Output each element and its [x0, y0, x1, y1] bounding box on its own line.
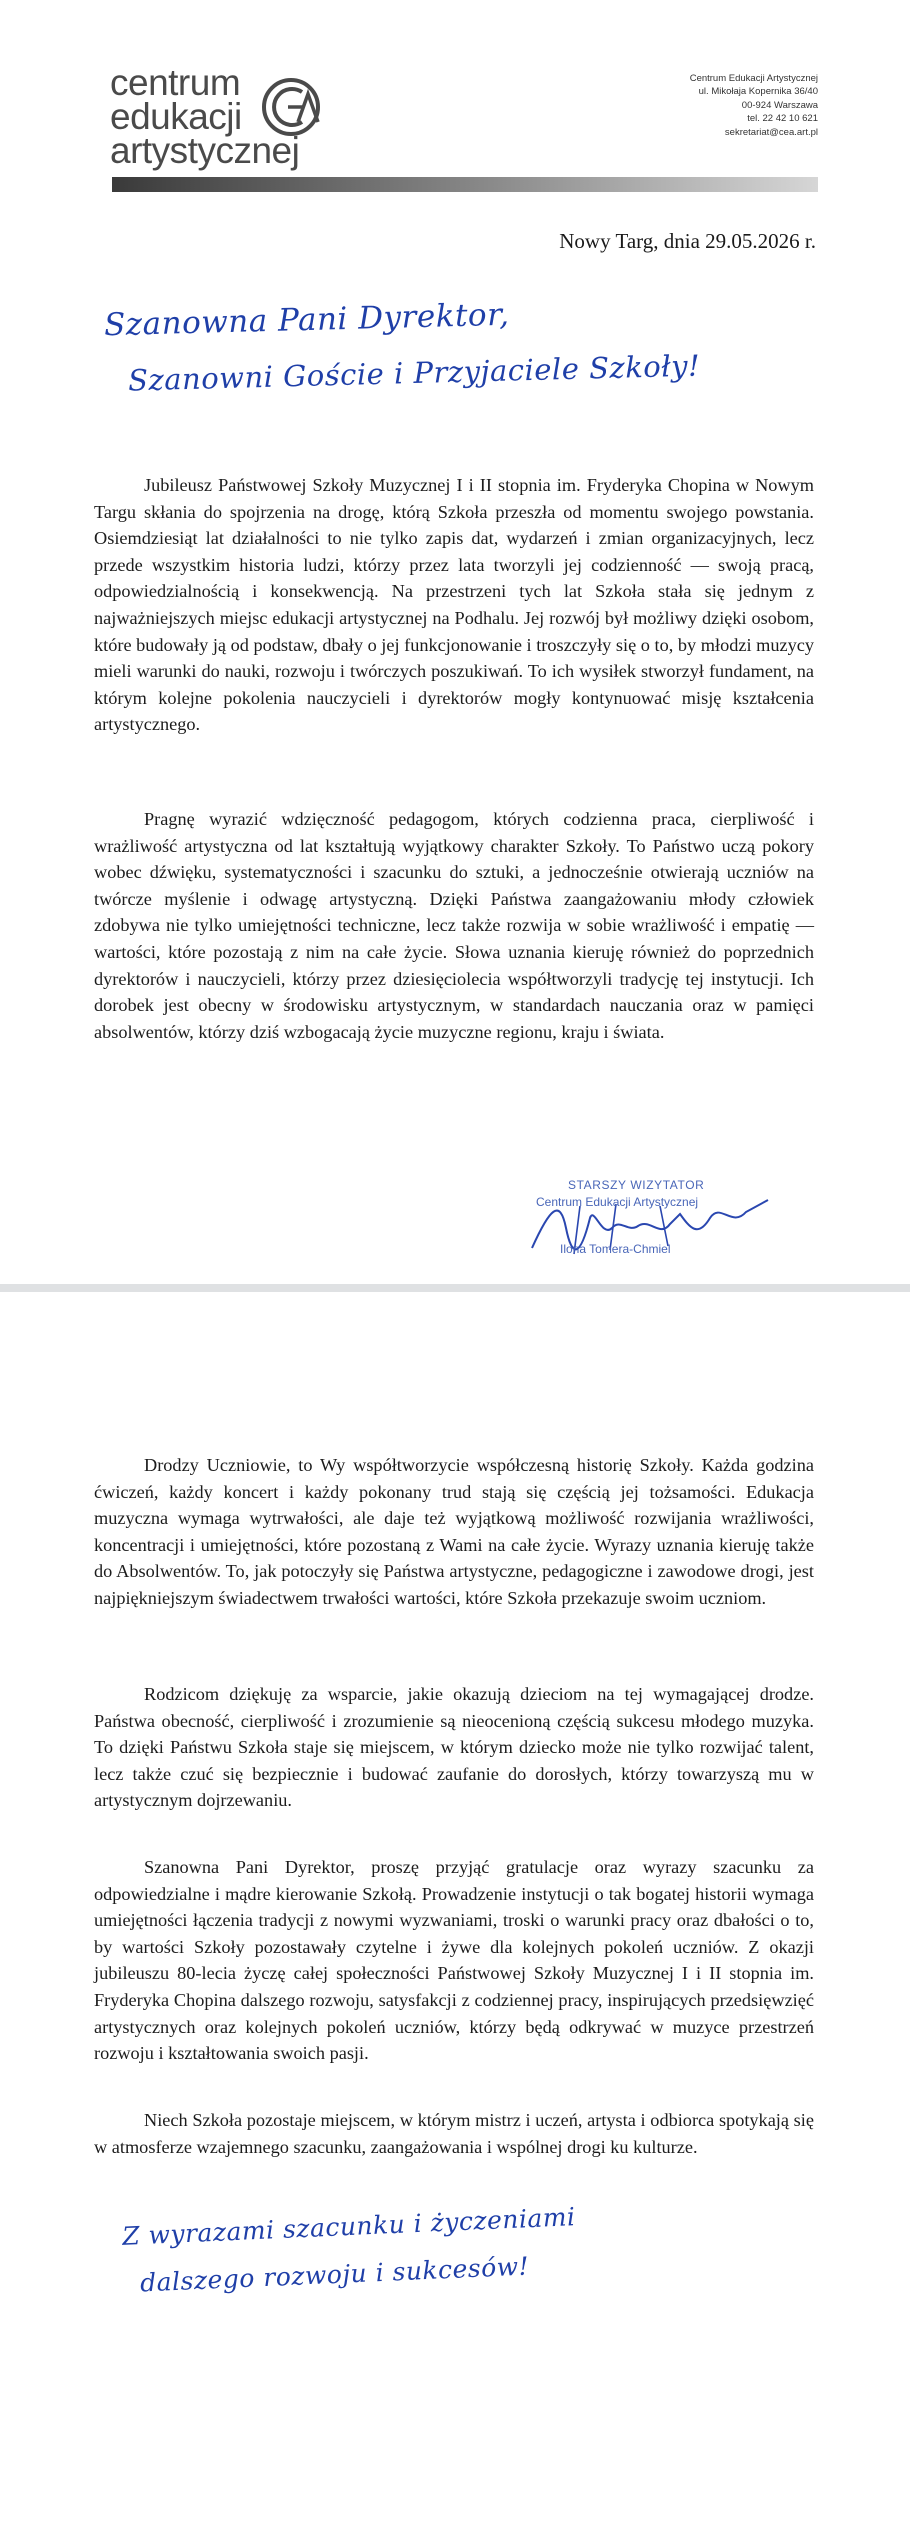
contact-city: 00-924 Warszawa	[741, 99, 818, 111]
logo-line: centrum	[110, 62, 241, 103]
letter-page-2	[0, 1292, 910, 2522]
contact-street: ul. Mikołaja Kopernika 36/40	[698, 86, 818, 98]
contact-block	[578, 72, 818, 139]
stamp-title: STARSZY WIZYTATOR	[568, 1178, 705, 1192]
salutation-line-1: Szanowna Pani Dyrektor,	[103, 296, 510, 344]
cea-logo	[110, 62, 370, 176]
body-paragraph: Pragnę wyrazić wdzięczność pedagogom, których codzienna praca, cierpliwość i wrażliwość artystyczna od lat kształtują wyjątkowy charakter Szkoły. To Państwo uczą pokory wobec dźwięku, systematyczności i szacunku do sztuki, a jednocześnie otwierają uczniów na twórcze myślenie i odwagę artystyczną. Dzięki Państwa zaangażowaniu młody człowiek zdobywa nie tylko umiejętności techniczne, lecz także rozwija w sobie wrażliwość i empatię — wartości, które pozostają z nim na całe życie. Słowa uznania kieruję również do poprzednich dyrektorów i nauczycieli, którzy przez dziesięciolecia współtworzyli tradycję tej instytucji. Ich dorobek jest obecny w środowisku artystycznym, w standardach nauczania oraz w pamięci absolwentów, którzy dziś wzbogacają życie muzyczne regionu, kraju i świata.	[94, 809, 814, 1042]
closing-line-1: Z wyrazami szacunku i życzeniami	[121, 2202, 577, 2251]
body-paragraph: Niech Szkoła pozostaje miejscem, w którym mistrz i uczeń, artysta i odbiorca spotykają się w atmosferze wzajemnego szacunku, zaangażowania i wspólnej drogi ku kulturze.	[94, 2110, 814, 2157]
signature-stamp	[520, 1178, 790, 1268]
logo-line: edukacji	[110, 96, 242, 137]
closing-line-2: dalszego rozwoju i sukcesów!	[139, 2251, 530, 2298]
stamp-organization: Centrum Edukacji Artystycznej	[536, 1195, 699, 1209]
stamp-name: Ilona Tomera-Chmiel	[560, 1242, 671, 1256]
logo-line: artystycznej	[110, 130, 300, 171]
body-paragraph: Jubileusz Państwowej Szkoły Muzycznej I i II stopnia im. Fryderyka Chopina w Nowym Targu skłania do spojrzenia na drogę, którą Szkoła przeszła od momentu swojego powstania. Osiemdziesiąt lat działalności to nie tylko zapis dat, wydarzeń i zmian organizacyjnych, lecz przede wszystkim historia ludzi, którzy przez lata tworzyli jej codzienność — swoją pracą, odpowiedzialnością i konsekwencją. Na przestrzeni tych lat Szkoła stała się jednym z najważniejszych miejsc edukacji artystycznej na Podhalu. Jej rozwój był możliwy dzięki osobom, które budowały ją od podstaw, dbały o jej funkcjonowanie i troszczyły się o to, by młodzi muzycy mieli warunki do nauki, rozwoju i twórczych poszukiwań. To ich wysiłek stworzył fundament, na którym kolejne pokolenia nauczycieli i dyrektorów mogły kontynuować misję kształcenia artystycznego.	[94, 475, 814, 735]
salutation-line-2: Szanowni Goście i Przyjaciele Szkoły!	[127, 348, 701, 398]
header-divider	[112, 177, 818, 192]
body-paragraph: Rodzicom dziękuję za wsparcie, jakie okazują dzieciom na tej wymagającej drodze. Państwa obecność, cierpliwość i zrozumienie są nieocenioną częścią sukcesu młodego muzyka. To dzięki Państwu Szkoła staje się miejscem, w którym dziecko może nie tylko rozwijać talent, lecz także czuć się bezpiecznie i budować zaufanie do dorosłych, którzy towarzyszą mu w artystycznym dojrzewaniu.	[94, 1684, 814, 1811]
contact-phone: tel. 22 42 10 621	[747, 113, 818, 125]
contact-email[interactable]: sekretariat@cea.art.pl	[724, 126, 818, 138]
body-paragraph: Szanowna Pani Dyrektor, proszę przyjąć gratulacje oraz wyrazy szacunku za odpowiedzialne i mądre kierowanie Szkołą. Prowadzenie instytucji o tak bogatej historii wymaga umiejętności łączenia tradycji z nowymi wyzwaniami, troski o warunki pracy oraz dbałości o to, by wartości Szkoły pozostawały czytelne i żywe dla kolejnych pokoleń uczniów. Z okazji jubileuszu 80-lecia życzę całej społeczności Państwowej Szkoły Muzycznej I i II stopnia im. Fryderyka Chopina dalszego rozwoju, satysfakcji z codziennej pracy, inspirujących przedsięwzięć artystycznych oraz kolejnych pokoleń uczniów, którzy będą odkrywać w muzyce przestrzeń rozwoju i kształtowania swoich pasji.	[94, 1857, 814, 2064]
date-line: Nowy Targ, dnia 29.05.2026 r.	[559, 229, 816, 253]
body-paragraph: Drodzy Uczniowie, to Wy współtworzycie współczesną historię Szkoły. Każda godzina ćwiczeń, każdy koncert i każdy pokonany trud stają się częścią jej tożsamości. Edukacja muzyczna wymaga wytrwałości, ale daje też wyjątkową możliwość rozwijania wrażliwości, koncentracji i umiejętności, które pozostaną z Wami na całe życie. Wyrazy uznania kieruję także do Absolwentów. To, jak potoczyły się Państwa artystyczne, pedagogiczne i zawodowe drogi, jest najpiękniejszym świadectwem trwałości wartości, które Szkoła przekazuje swoim uczniom.	[94, 1455, 814, 1608]
cea-monogram-icon	[258, 74, 324, 140]
contact-org: Centrum Edukacji Artystycznej	[689, 73, 818, 84]
